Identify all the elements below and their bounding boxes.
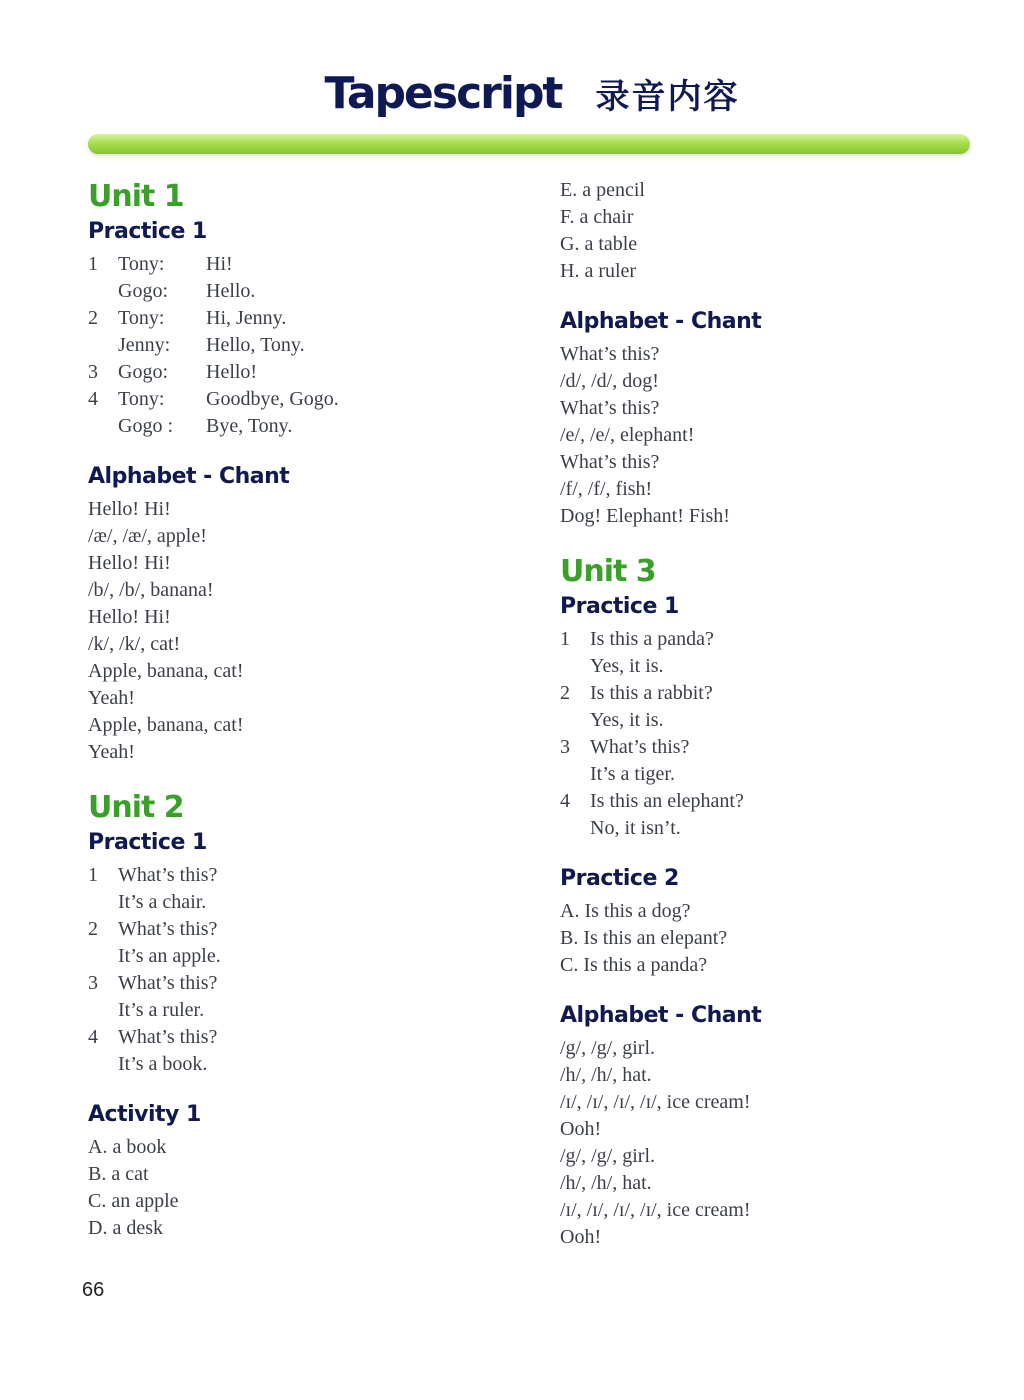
chant-line: Hello! Hi! (88, 606, 171, 628)
chant-line: /h/, /h/, hat. (560, 1172, 652, 1194)
activity-line: G. a table (560, 233, 638, 255)
chant-line: /g/, /g/, girl. (560, 1145, 655, 1167)
unit-2-heading: Unit 2 (88, 790, 184, 825)
practice-line: C. Is this a panda? (560, 954, 708, 976)
dialogue-line: 2 Tony: Hi, Jenny. (88, 307, 287, 329)
dialogue-line: Gogo: Hello. (118, 280, 256, 302)
activity-line: H. a ruler (560, 260, 637, 282)
practice-line: 4 Is this an elephant? (560, 790, 744, 812)
practice-line: B. Is this an elepant? (560, 927, 728, 949)
practice-line: It’s an apple. (118, 945, 221, 967)
practice-line: 4 What’s this? (88, 1026, 218, 1048)
dialogue-line: 1 Tony: Hi! (88, 253, 233, 275)
chant-line: What’s this? (560, 397, 660, 419)
chant-line: Dog! Elephant! Fish! (560, 505, 730, 527)
practice-line: 1 Is this a panda? (560, 628, 714, 650)
unit-3-practice-1-list (560, 626, 1000, 842)
activity-line: A. a book (88, 1136, 167, 1158)
unit-2-activity-1-heading: Activity 1 (88, 1102, 201, 1127)
unit-2-chant (560, 341, 1000, 530)
practice-line: Yes, it is. (590, 655, 664, 677)
chant-line: Hello! Hi! (88, 552, 171, 574)
chant-line: Ooh! (560, 1118, 602, 1140)
unit-2-practice-1-list (88, 862, 508, 1078)
chant-line: /ɪ/, /ɪ/, /ɪ/, /ɪ/, ice cream! (560, 1091, 751, 1113)
unit-3-heading: Unit 3 (560, 554, 656, 589)
title-english: Tapescript (324, 68, 562, 119)
chant-line: What’s this? (560, 343, 660, 365)
dialogue-line: Jenny: Hello, Tony. (118, 334, 305, 356)
unit-1-chant (88, 496, 508, 766)
chant-line: /k/, /k/, cat! (88, 633, 181, 655)
practice-line: Yes, it is. (590, 709, 664, 731)
unit-3-practice-2-heading: Practice 2 (560, 866, 679, 891)
right-column (560, 177, 1000, 1251)
practice-line: It’s a book. (118, 1053, 208, 1075)
chant-line: Apple, banana, cat! (88, 714, 244, 736)
title-chinese: 录音内容 (595, 77, 740, 117)
chant-line: Yeah! (88, 741, 135, 763)
practice-line: 3 What’s this? (560, 736, 690, 758)
practice-line: A. Is this a dog? (560, 900, 691, 922)
activity-line: E. a pencil (560, 179, 645, 201)
practice-line: 3 What’s this? (88, 972, 218, 994)
practice-line: 2 Is this a rabbit? (560, 682, 713, 704)
unit-1-practice-1-dialogue (88, 251, 508, 440)
chant-line: /g/, /g/, girl. (560, 1037, 655, 1059)
practice-line: No, it isn’t. (590, 817, 681, 839)
chant-line: /æ/, /æ/, apple! (88, 525, 207, 547)
chant-line: /e/, /e/, elephant! (560, 424, 695, 446)
unit-1-heading: Unit 1 (88, 179, 184, 214)
chant-line: Yeah! (88, 687, 135, 709)
activity-line: B. a cat (88, 1163, 149, 1185)
practice-line: It’s a chair. (118, 891, 207, 913)
practice-line: 2 What’s this? (88, 918, 218, 940)
dialogue-line: 4 Tony: Goodbye, Gogo. (88, 388, 339, 410)
chant-line: Ooh! (560, 1226, 602, 1248)
chant-line: /b/, /b/, banana! (88, 579, 214, 601)
chant-line: /h/, /h/, hat. (560, 1064, 652, 1086)
chant-line: /d/, /d/, dog! (560, 370, 659, 392)
page-number: 66 (82, 1279, 105, 1301)
unit-1-practice-1-heading: Practice 1 (88, 219, 207, 244)
activity-line: F. a chair (560, 206, 634, 228)
unit-3-practice-1-heading: Practice 1 (560, 594, 679, 619)
activity-1-continued (560, 177, 1000, 285)
unit-2-chant-heading: Alphabet - Chant (560, 309, 762, 334)
dialogue-line: 3 Gogo: Hello! (88, 361, 258, 383)
unit-2-practice-1-heading: Practice 1 (88, 830, 207, 855)
chant-line: /ɪ/, /ɪ/, /ɪ/, /ɪ/, ice cream! (560, 1199, 751, 1221)
chant-line: Apple, banana, cat! (88, 660, 244, 682)
unit-2-activity-1-list (88, 1134, 508, 1242)
practice-line: 1 What’s this? (88, 864, 218, 886)
unit-3-chant-heading: Alphabet - Chant (560, 1003, 762, 1028)
dialogue-line: Gogo : Bye, Tony. (118, 415, 293, 437)
chant-line: What’s this? (560, 451, 660, 473)
activity-line: D. a desk (88, 1217, 163, 1239)
chant-line: Hello! Hi! (88, 498, 171, 520)
left-column (88, 177, 508, 1242)
activity-line: C. an apple (88, 1190, 179, 1212)
practice-line: It’s a ruler. (118, 999, 205, 1021)
page-title (0, 68, 1024, 119)
title-divider-bar (88, 134, 970, 154)
unit-3-practice-2-list (560, 898, 1000, 979)
practice-line: It’s a tiger. (590, 763, 675, 785)
chant-line: /f/, /f/, fish! (560, 478, 653, 500)
unit-3-chant (560, 1035, 1000, 1251)
unit-1-chant-heading: Alphabet - Chant (88, 464, 290, 489)
